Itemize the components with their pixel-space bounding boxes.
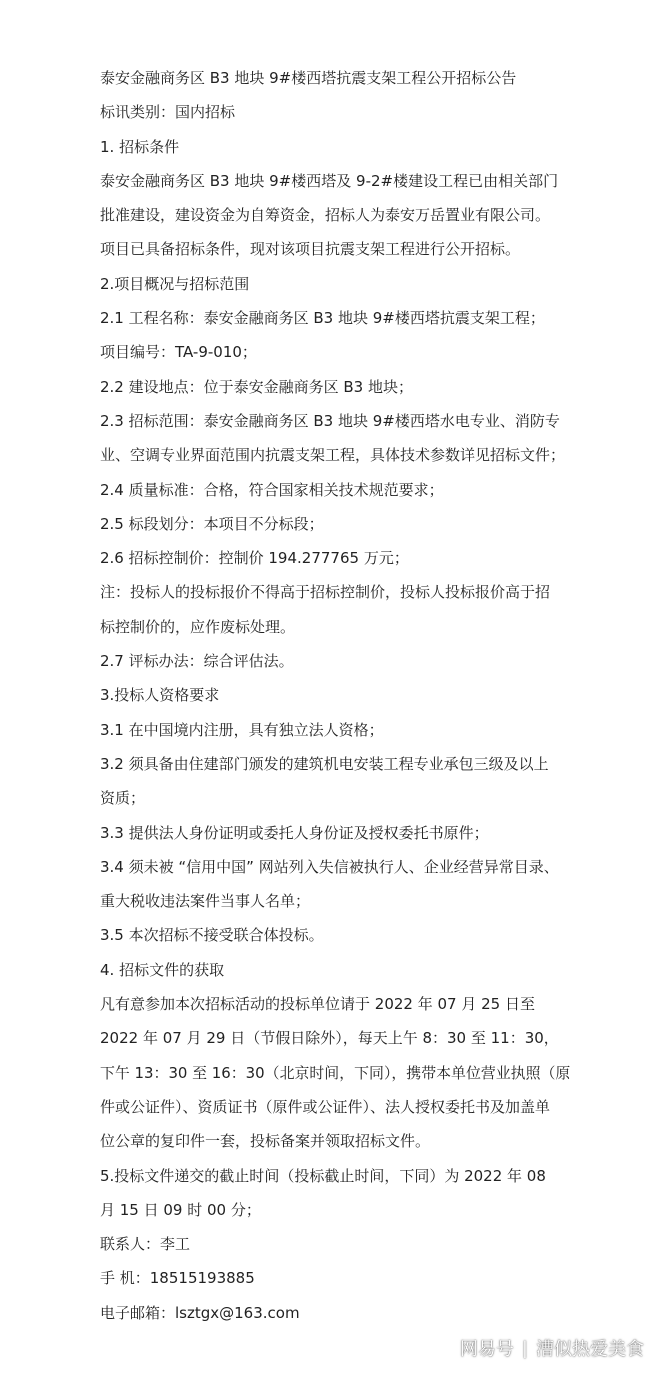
document-line: 2.3 招标范围：泰安金融商务区 B3 地块 9#楼西塔水电专业、消防专 (100, 411, 560, 430)
document-line: 5.投标文件递交的截止时间（投标截止时间，下同）为 2022 年 08 (100, 1166, 546, 1185)
document-line: 泰安金融商务区 B3 地块 9#楼西塔及 9-2#楼建设工程已由相关部门 (100, 171, 559, 190)
document-line: 1. 招标条件 (100, 137, 180, 156)
document-line: 标讯类别：国内招标 (100, 103, 236, 122)
document-line: 3.3 提供法人身份证明或委托人身份证及授权委托书原件； (100, 823, 489, 842)
document-line: 资质； (100, 789, 146, 808)
document-line: 3.2 须具备由住建部门颁发的建筑机电安装工程专业承包三级及以上 (100, 754, 549, 773)
document-line: 手 机：18515193885 (100, 1269, 255, 1288)
document-line: 2.1 工程名称：泰安金融商务区 B3 地块 9#楼西塔抗震支架工程； (100, 309, 545, 328)
document-line: 2022 年 07 月 29 日（节假日除外），每天上午 8：30 至 11：30， (100, 1029, 559, 1048)
document-line: 4. 招标文件的获取 (100, 960, 225, 979)
document-line: 泰安金融商务区 B3 地块 9#楼西塔抗震支架工程公开招标公告 (100, 69, 517, 87)
document-line: 批准建设，建设资金为自筹资金，招标人为泰安万岳置业有限公司。 (100, 206, 551, 225)
document-line: 3.1 在中国境内注册，具有独立法人资格； (100, 720, 384, 739)
document-line: 2.4 质量标准：合格，符合国家相关技术规范要求； (100, 480, 444, 499)
document-line: 2.5 标段划分：本项目不分标段； (100, 514, 324, 533)
document-line: 2.7 评标办法：综合评估法。 (100, 652, 294, 671)
document-line: 2.项目概况与招标范围 (100, 274, 250, 293)
document-line: 联系人：李工 (100, 1235, 191, 1254)
document-line: 项目已具备招标条件，现对该项目抗震支架工程进行公开招标。 (100, 240, 521, 259)
watermark-separator: | (521, 1337, 528, 1359)
document-line: 月 15 日 09 时 00 分； (100, 1200, 261, 1219)
document-line: 2.2 建设地点：位于泰安金融商务区 B3 地块； (100, 377, 413, 396)
document-line: 件或公证件）、资质证书（原件或公证件）、法人授权委托书及加盖单 (100, 1097, 551, 1116)
document-line: 业、空调专业界面范围内抗震支架工程，具体技术参数详见招标文件； (100, 446, 566, 465)
document-line: 3.投标人资格要求 (100, 686, 220, 705)
document-line: 3.5 本次招标不接受联合体投标。 (100, 926, 324, 945)
announcement-document (100, 61, 570, 1330)
document-line: 标控制价的，应作废标处理。 (100, 617, 296, 636)
document-line: 注：投标人的投标报价不得高于招标控制价，投标人投标报价高于招 (100, 583, 551, 602)
document-line: 下午 13：30 至 16：30（北京时间，下同），携带本单位营业执照（原 (100, 1063, 571, 1082)
watermark (460, 1328, 644, 1368)
document-line: 项目编号：TA-9-010； (100, 343, 257, 362)
document-line: 3.4 须未被 “信用中国” 网站列入失信被执行人、企业经营异常目录、 (100, 857, 559, 876)
document-line: 重大税收违法案件当事人名单； (100, 892, 311, 911)
document-line: 位公章的复印件一套，投标备案并领取招标文件。 (100, 1132, 431, 1151)
document-line: 凡有意参加本次招标活动的投标单位请于 2022 年 07 月 25 日至 (100, 995, 535, 1014)
watermark-brand: 网易号 (459, 1339, 514, 1360)
document-line: 电子邮箱：lsztgx@163.com (100, 1303, 300, 1322)
document-line: 2.6 招标控制价：控制价 194.277765 万元； (100, 549, 409, 568)
watermark-author: 漕似热爱美食 (536, 1339, 644, 1360)
